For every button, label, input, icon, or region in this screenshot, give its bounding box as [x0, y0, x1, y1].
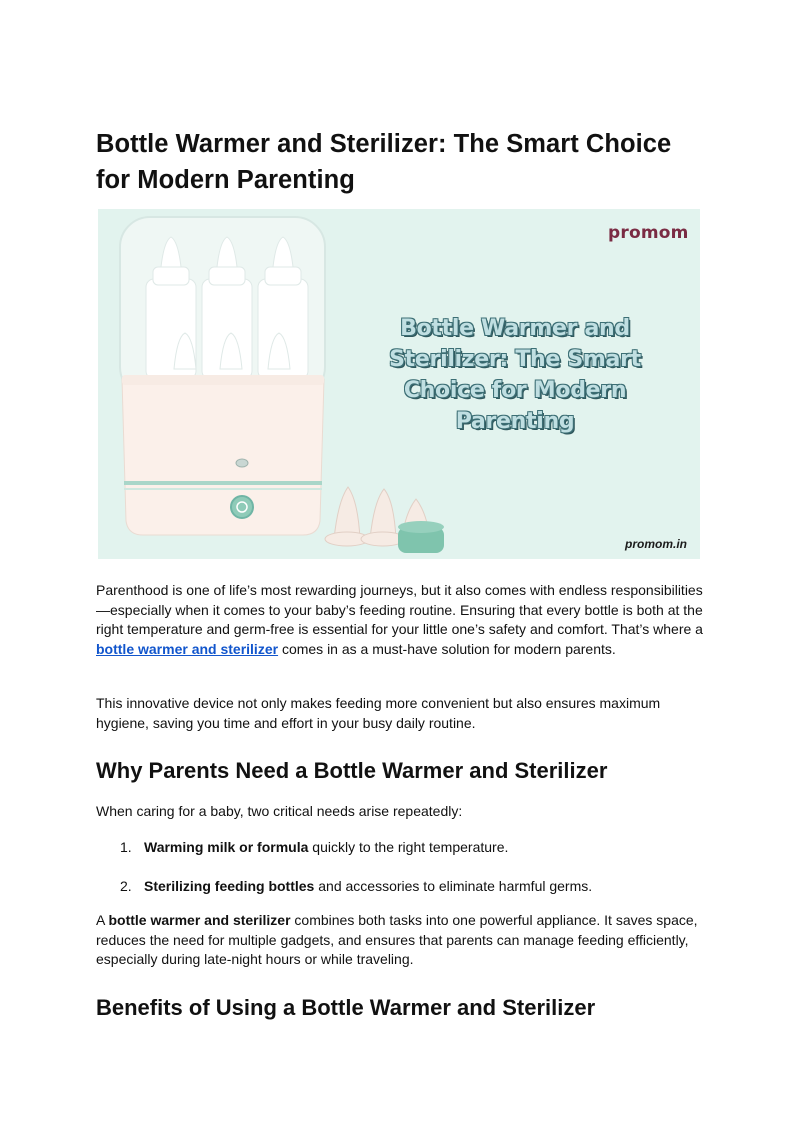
list-number: 2. — [120, 878, 132, 894]
summary-bold: bottle warmer and sterilizer — [108, 912, 291, 928]
section-heading-why: Why Parents Need a Bottle Warmer and Sterilizer — [96, 758, 608, 783]
list-item-bold: Sterilizing feeding bottles — [144, 878, 315, 894]
summary-post: combines both tasks into one powerful appliance. It saves space, reduces the need for multiple gadgets, and ensures that parents can manage feeding efficiently, especially during late-night hours or while traveling. — [96, 912, 698, 968]
intro-text-part2: comes in as a must-have solution for modern parents. — [278, 640, 616, 657]
summary-pre: A — [96, 912, 109, 928]
list-item-text: and accessories to eliminate harmful germs. — [314, 878, 593, 894]
list-number: 1. — [120, 839, 132, 855]
second-paragraph: This innovative device not only makes feeding more convenient but also ensures maximum hygiene, saving you time and effort in your busy daily routine. — [96, 695, 661, 731]
page-title: Bottle Warmer and Sterilizer: The Smart Choice for Modern Parenting — [96, 130, 672, 194]
bottle-warmer-link[interactable]: bottle warmer and sterilizer — [96, 640, 279, 657]
list-item — [120, 876, 700, 896]
promom-logo: promom — [608, 223, 689, 243]
hero-image — [98, 209, 700, 559]
intro-paragraph — [96, 581, 706, 659]
hero-headline: Bottle Warmer and Sterilizer: The Smart Choice for Modern Parenting — [389, 316, 641, 434]
section-heading-benefits: Benefits of Using a Bottle Warmer and Sterilizer — [96, 995, 596, 1020]
intro-text-part1: Parenthood is one of life’s most rewarding journeys, but it also comes with endless responsibilities—especially when it comes to your baby’s feeding routine. Ensuring that every bottle is both at the right temperature and germ-free is essential for your little one’s safety and comfort. That’s where a — [96, 582, 703, 638]
section-lead: When caring for a baby, two critical needs arise repeatedly: — [96, 803, 463, 819]
list-item-text: quickly to the right temperature. — [308, 839, 509, 855]
hero-site-url: promom.in — [625, 537, 687, 551]
summary-paragraph — [96, 911, 706, 970]
list-item — [120, 837, 700, 857]
list-item-bold: Warming milk or formula — [144, 839, 309, 855]
